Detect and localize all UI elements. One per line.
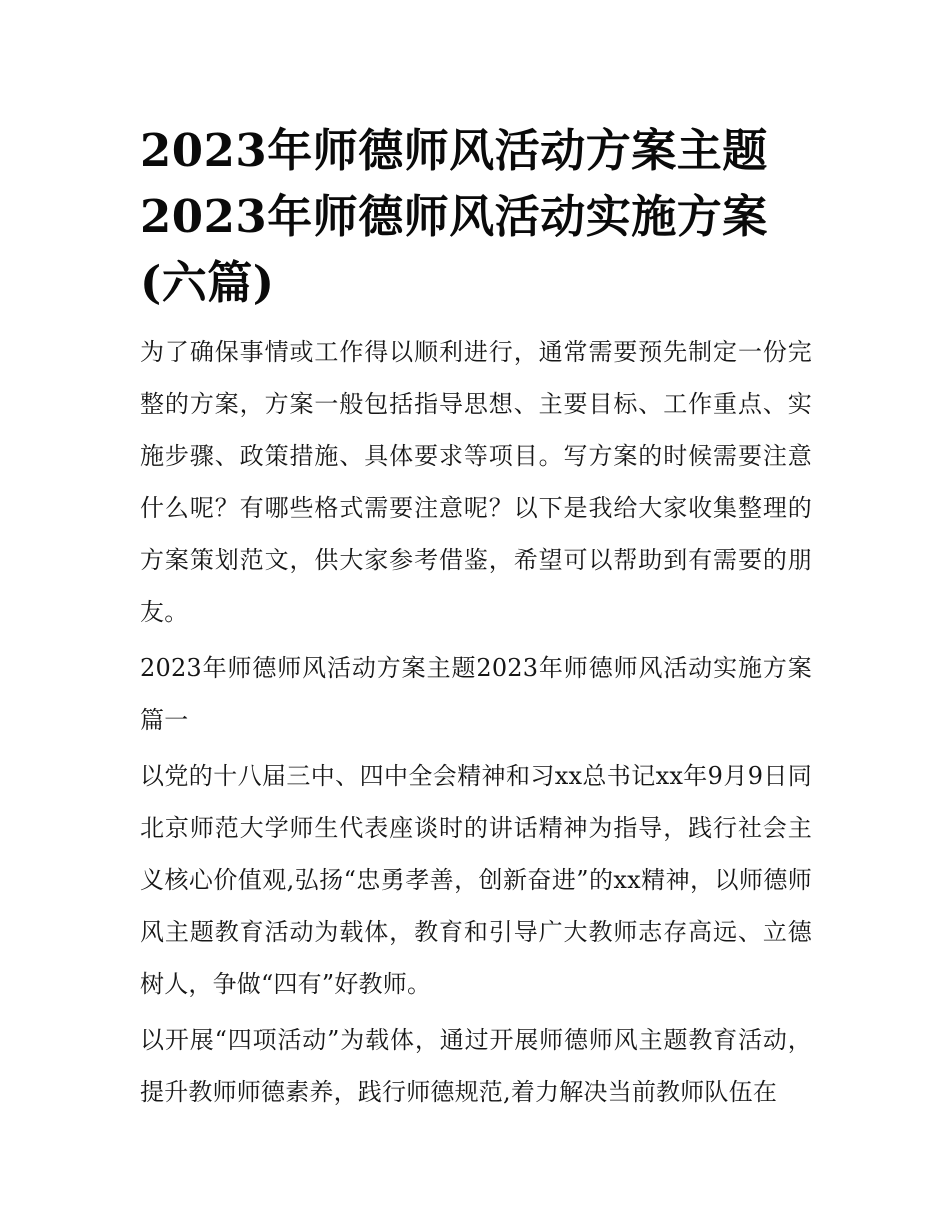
section-heading: 2023年师德师风活动方案主题2023年师德师风活动实施方案篇一 bbox=[140, 654, 812, 734]
document-page bbox=[140, 118, 812, 1118]
body-paragraph-1: 以党的十八届三中、四中全会精神和习xx总书记xx年9月9日同北京师范大学师生代表座谈时的讲话精神为指导，践行社会主义核心价值观,弘扬“忠勇孝善，创新奋进”的xx精神，以师德师风主题教育活动为载体，教育和引导广大教师志存高远、立德树人，争做“四有”好教师。 bbox=[140, 762, 812, 998]
body-paragraph-2: 以开展“四项活动”为载体，通过开展师德师风主题教育活动，提升教师师德素养，践行师德规范,着力解决当前教师队伍在 bbox=[140, 1026, 812, 1106]
intro-paragraph: 为了确保事情或工作得以顺利进行，通常需要预先制定一份完整的方案，方案一般包括指导思想、主要目标、工作重点、实施步骤、政策措施、具体要求等项目。写方案的时候需要注意什么呢？有哪些格式需要注意呢？以下是我给大家收集整理的方案策划范文，供大家参考借鉴，希望可以帮助到有需要的朋友。 bbox=[140, 338, 812, 626]
document-title: 2023年师德师风活动方案主题2023年师德师风活动实施方案(六篇) bbox=[140, 124, 768, 309]
